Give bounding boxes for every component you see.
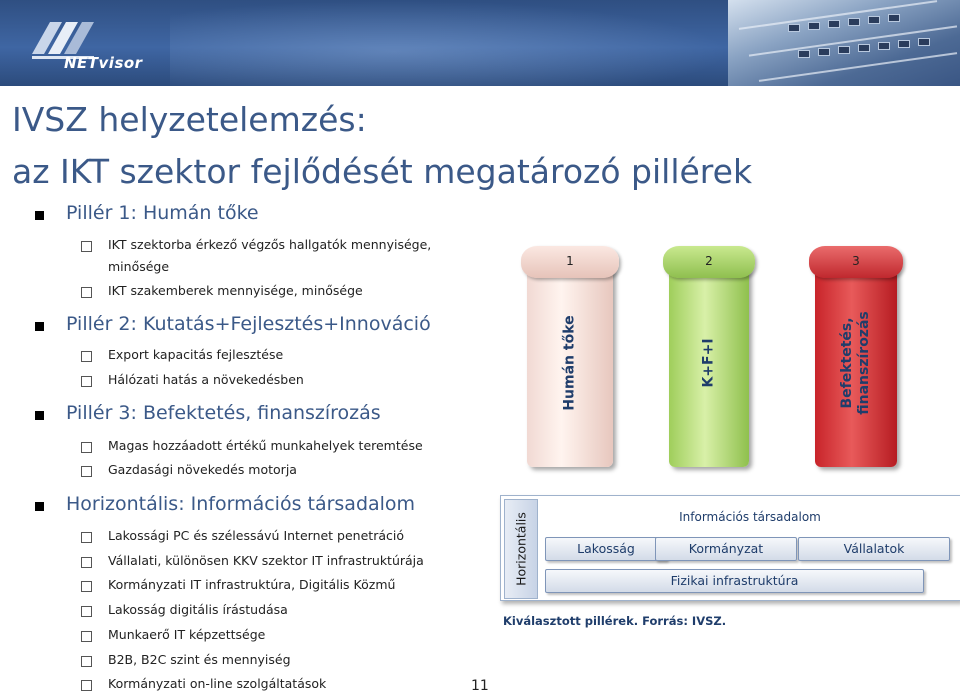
list-item: Vállalati, különösen KKV szektor IT infrastruktúrája — [108, 553, 424, 568]
box-vallalatok: Vállalatok — [798, 537, 950, 561]
list-item: IKT szakemberek mennyisége, minősége — [108, 283, 363, 298]
header-glow — [170, 0, 730, 86]
pillar-number: 2 — [705, 254, 713, 268]
hollow-bullet-icon — [81, 631, 92, 642]
list-item: Magas hozzáadott értékű munkahelyek teremtése — [108, 438, 423, 453]
list-item: Munkaerő IT képzettsége — [108, 627, 266, 642]
list-item: B2B, B2C szint és mennyiség — [108, 652, 291, 667]
bullet-square-icon — [35, 411, 44, 420]
pillar-label: K+F+I — [700, 337, 717, 388]
hollow-bullet-icon — [81, 557, 92, 568]
bullet-square-icon — [35, 322, 44, 331]
information-society-title: Információs társadalom — [679, 510, 821, 524]
hollow-bullet-icon — [81, 241, 92, 252]
title-line-2: az IKT szektor fejlődését megatározó pillérek — [12, 152, 753, 191]
pillar-3-heading: Pillér 3: Befektetés, finanszírozás — [66, 402, 381, 424]
pillar-2-heading: Pillér 2: Kutatás+Fejlesztés+Innováció — [66, 313, 431, 335]
box-kormanyzat: Kormányzat — [655, 537, 797, 561]
brand-name: NETvisor — [64, 54, 143, 72]
horizontal-side-label-box — [504, 499, 538, 599]
header-banner — [0, 0, 960, 86]
pillar-1-heading: Pillér 1: Humán tőke — [66, 202, 259, 224]
hollow-bullet-icon — [81, 466, 92, 477]
hollow-bullet-icon — [81, 656, 92, 667]
bullet-square-icon — [35, 502, 44, 511]
list-item: Kormányzati on-line szolgáltatások — [108, 676, 327, 691]
list-item: Export kapacitás fejlesztése — [108, 347, 284, 362]
pillar-number: 1 — [566, 254, 574, 268]
pillar-label-line-2: finanszírozás — [856, 310, 872, 415]
horizontal-heading: Horizontális: Információs társadalom — [66, 493, 416, 515]
hollow-bullet-icon — [81, 287, 92, 298]
pillar-human-capital — [527, 254, 613, 467]
list-item: Hálózati hatás a növekedésben — [108, 372, 304, 387]
box-lakossag: Lakosság — [545, 537, 667, 561]
hollow-bullet-icon — [81, 532, 92, 543]
list-item: Kormányzati IT infrastruktúra, Digitális Közmű — [108, 577, 396, 592]
network-equipment-photo — [728, 0, 960, 86]
pillar-label — [839, 311, 873, 415]
page-title — [12, 94, 752, 198]
hollow-bullet-icon — [81, 606, 92, 617]
hollow-bullet-icon — [81, 376, 92, 387]
list-item: Lakosság digitális írástudása — [108, 602, 288, 617]
list-item: Gazdasági növekedés motorja — [108, 462, 297, 477]
pillar-rdi — [669, 254, 749, 467]
list-item-continued: minősége — [108, 259, 170, 274]
bullet-square-icon — [35, 211, 44, 220]
hollow-bullet-icon — [81, 581, 92, 592]
horizontal-side-label: Horizontális — [513, 512, 529, 586]
list-item: Lakossági PC és szélessávú Internet penetráció — [108, 528, 404, 543]
figure-caption: Kiválasztott pillérek. Forrás: IVSZ. — [503, 614, 727, 628]
pillar-number: 3 — [852, 254, 860, 268]
title-line-1: IVSZ helyzetelemzés: — [12, 100, 367, 139]
hollow-bullet-icon — [81, 351, 92, 362]
hollow-bullet-icon — [81, 680, 92, 691]
page-number: 11 — [471, 678, 489, 694]
pillar-label: Humán tőke — [561, 314, 578, 411]
box-physical-infrastructure: Fizikai infrastruktúra — [545, 569, 924, 593]
pillar-label-line-1: Befektetés, — [839, 316, 855, 409]
hollow-bullet-icon — [81, 442, 92, 453]
list-item: IKT szektorba érkező végzős hallgatók mennyisége, — [108, 237, 432, 252]
pillar-investment — [815, 254, 897, 467]
